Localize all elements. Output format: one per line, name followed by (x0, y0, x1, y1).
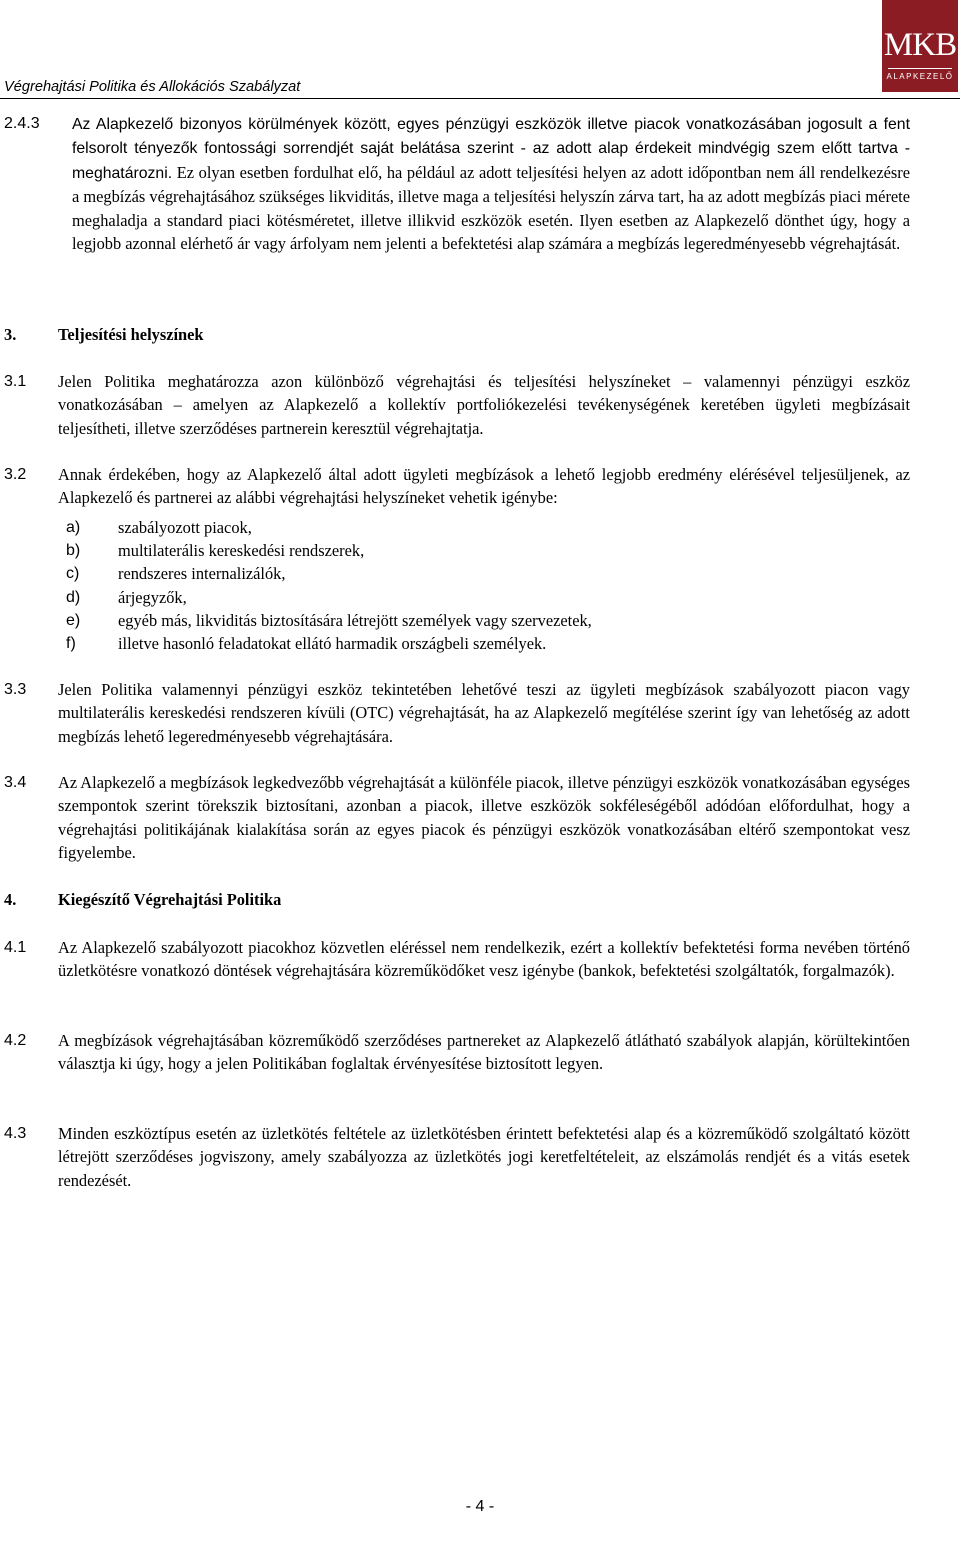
paragraph-3-1 (4, 370, 910, 440)
list-item-text: illetve hasonló feladatokat ellátó harmadik országbeli személyek. (118, 634, 547, 653)
list-item-letter: d) (66, 589, 81, 606)
paragraph-4-1 (4, 936, 910, 983)
paragraph-2-4-3 (4, 112, 910, 255)
section-number: 4. (4, 890, 17, 909)
paragraph-number: 3.2 (4, 466, 27, 483)
paragraph-number: 3.3 (4, 681, 27, 698)
paragraph-text: Annak érdekében, hogy az Alapkezelő által adott ügyleti megbízások a lehető legjobb eredmény elérésével teljesüljenek, az Alapkezelő és partnerei az alábbi végrehajtási helyszíneket vehetik igénybe: (58, 465, 910, 508)
paragraph-4-2 (4, 1029, 910, 1076)
paragraph-3-2 (4, 463, 910, 510)
paragraph-number: 3.1 (4, 373, 27, 390)
paragraph-text-lead: Az Alapkezelő bizonyos körülmények között, egyes pénzügyi eszközök illetve piacok vonatkozásában jogosult a fent felsorolt tényezők fontossági sorrendjét saját belátása szerint - az adott alap érdekeit mindvégig szem előtt tartva - meghatározni. (72, 116, 910, 182)
section-heading-4 (4, 888, 281, 911)
list-item-letter: b) (66, 542, 81, 559)
list-item-letter: e) (66, 612, 81, 629)
paragraph-number: 2.4.3 (4, 115, 40, 132)
list-item-text: szabályozott piacok, (118, 518, 252, 537)
list-item (66, 609, 592, 632)
logo-subtitle: ALAPKEZELŐ (886, 72, 954, 81)
paragraph-text: Minden eszköztípus esetén az üzletkötés feltétele az üzletkötésben érintett befektetési alap és a közreműködő szolgáltató között létrejött szerződéses jogviszony, amely szabályozza az üzletkötés jogi keretfeltételeit, az elszámolás rendjét és a vitás esetek rendezését. (58, 1124, 910, 1190)
list-item-letter: c) (66, 565, 80, 582)
document-header-title: Végrehajtási Politika és Allokációs Szabályzat (4, 79, 301, 95)
list-item (66, 562, 285, 585)
header-divider (0, 98, 960, 99)
section-title: Teljesítési helyszínek (58, 325, 204, 344)
paragraph-3-3 (4, 678, 910, 748)
paragraph-number: 4.2 (4, 1032, 27, 1049)
paragraph-text: Az Alapkezelő a megbízások legkedvezőbb végrehajtását a különféle piacok, illetve pénzügyi eszközök vonatkozásában egységes szempontok szerint törekszik biztosítani, azonban a piacok, illetve eszközök sokféleségéből adódóan előfordulhat, hogy a végrehajtási politikájának kialakítása során az egyes piacok és pénzügyi eszközök vonatkozásában eltérő szempontokat vesz figyelembe. (58, 773, 910, 863)
paragraph-3-4 (4, 771, 910, 865)
paragraph-number: 3.4 (4, 774, 27, 791)
list-item (66, 586, 187, 609)
page-number: - 4 - (465, 1498, 495, 1515)
list-item-text: multilaterális kereskedési rendszerek, (118, 541, 365, 560)
paragraph-text: Jelen Politika valamennyi pénzügyi eszköz tekintetében lehetővé teszi az ügyleti megbízások szabályozott piacon vagy multilaterális kereskedési rendszeren kívüli (OTC) végrehajtását, ha az Alapkezelő megítélése szerint így van lehetőség az adott megbízás lehető legeredményesebb végrehajtására. (58, 680, 910, 746)
section-title: Kiegészítő Végrehajtási Politika (58, 890, 282, 909)
list-item-letter: a) (66, 519, 81, 536)
logo-wordmark: MKB (883, 27, 957, 63)
paragraph-text: A megbízások végrehajtásában közreműködő szerződéses partnereket az Alapkezelő átlátható szabályok alapján, körültekintően választja ki úgy, hogy a jelen Politikában foglaltak érvényesítése biztosított legyen. (58, 1031, 910, 1074)
paragraph-text: Ez olyan esetben fordulhat elő, ha például az adott teljesítési helyen az adott időpontban nem áll rendelkezésre a megbízás végrehajtásához szükséges likviditás, illetve maga a teljesítési helyszín zárva tart, ha az adott megbízás piaci mérete meghaladja a standard piaci kötésméretet, illetve illikvid eszközök esetén. Ilyen esetben az Alapkezelő dönthet úgy, hogy a legjobb azonnal elérhető ár vagy árfolyam nem jelenti a befektetési alap számára a megbízás legeredményesebb végrehajtását. (72, 162, 910, 254)
list-item (66, 539, 364, 562)
list-item-text: rendszeres internalizálók, (118, 564, 286, 583)
paragraph-number: 4.3 (4, 1125, 27, 1142)
paragraph-text: Jelen Politika meghatározza azon különböző végrehajtási és teljesítési helyszíneket – valamennyi pénzügyi eszköz vonatkozásában – amelyen az Alapkezelő a kollektív portfoliókezelési tevékenységének keretében ügyleti megbízásait teljesítheti, illetve szerződéses partnerein keresztül végrehajtatja. (58, 372, 910, 438)
logo-divider (888, 68, 952, 69)
company-logo (882, 0, 958, 92)
list-item (66, 632, 546, 655)
list-item (66, 516, 252, 539)
list-item-letter: f) (66, 635, 76, 652)
list-item-text: árjegyzők, (118, 588, 187, 607)
paragraph-number: 4.1 (4, 939, 27, 956)
paragraph-text: Az Alapkezelő szabályozott piacokhoz közvetlen eléréssel nem rendelkezik, ezért a kollektív befektetési forma nevében történő üzletkötésre vonatkozó döntések végrehajtására közreműködőket vesz igénybe (bankok, befektetési szolgáltatók, forgalmazók). (58, 938, 910, 981)
paragraph-4-3 (4, 1122, 910, 1192)
section-number: 3. (4, 325, 17, 344)
list-item-text: egyéb más, likviditás biztosítására létrejött személyek vagy szervezetek, (118, 611, 592, 630)
section-heading-3 (4, 323, 204, 346)
